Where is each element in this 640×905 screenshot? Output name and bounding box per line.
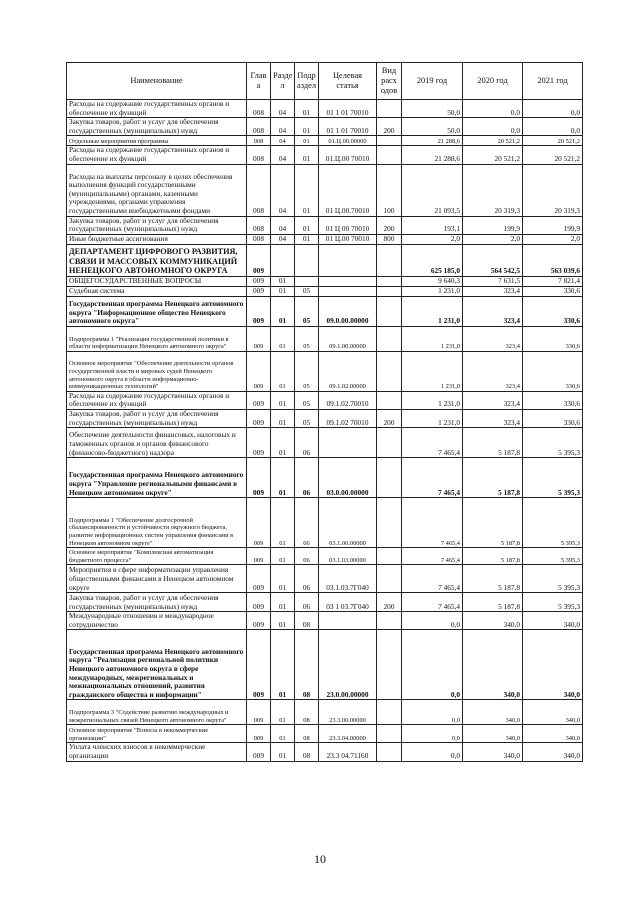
row-subsection: 05	[295, 351, 319, 391]
row-2020: 564 542,5	[463, 244, 523, 276]
row-expense-type: 200	[377, 593, 402, 612]
row-2020: 340,0	[463, 700, 523, 725]
row-target-article: 09.1.00.00000	[319, 326, 377, 351]
row-chapter: 009	[247, 630, 271, 700]
row-subsection: 08	[295, 700, 319, 725]
row-2021: 340,0	[523, 700, 583, 725]
table-row	[67, 725, 583, 743]
row-2021: 7 821,4	[523, 276, 583, 286]
row-2020: 199,9	[463, 216, 523, 234]
row-target-article: 01.Ц.00 70010	[319, 146, 377, 164]
row-chapter: 009	[247, 548, 271, 565]
row-expense-type	[377, 743, 402, 761]
table-row	[67, 409, 583, 427]
row-2021: 5 395,3	[523, 593, 583, 612]
row-section: 01	[271, 593, 295, 612]
row-name: Основное мероприятие "Комплексная автоматизация бюджетного процесса"	[67, 548, 247, 565]
row-target-article: 01 1 01 70010	[319, 100, 377, 118]
table-header	[67, 63, 583, 100]
table-row	[67, 244, 583, 276]
row-subsection: 08	[295, 725, 319, 743]
row-name: Государственная программа Ненецкого автономного округа "Реализация региональной политики Ненецкого автономного округа в сфере международных, межрегиональных и межнациональных отношений, развития гражданского общества и информации"	[67, 630, 247, 700]
row-2020: 5 187,8	[463, 565, 523, 593]
row-2021: 330,6	[523, 409, 583, 427]
row-subsection: 01	[295, 100, 319, 118]
row-target-article	[319, 428, 377, 458]
row-2021: 340,0	[523, 612, 583, 630]
row-expense-type	[377, 725, 402, 743]
row-section: 01	[271, 391, 295, 409]
row-expense-type	[377, 700, 402, 725]
row-expense-type	[377, 244, 402, 276]
table-row	[67, 612, 583, 630]
row-2021: 5 395,3	[523, 458, 583, 498]
row-expense-type	[377, 351, 402, 391]
row-chapter: 009	[247, 276, 271, 286]
row-2021: 2,0	[523, 234, 583, 244]
row-section: 01	[271, 276, 295, 286]
row-expense-type	[377, 391, 402, 409]
row-2019: 21 288,6	[402, 146, 463, 164]
row-2019: 7 465,4	[402, 593, 463, 612]
row-name: Государственная программа Ненецкого автономного округа "Управление региональными финансами в Ненецком автономном округе"	[67, 458, 247, 498]
row-2020: 5 187,8	[463, 548, 523, 565]
row-chapter: 009	[247, 296, 271, 326]
row-subsection: 05	[295, 326, 319, 351]
row-2021: 20 319,3	[523, 164, 583, 216]
row-2019: 0,0	[402, 725, 463, 743]
row-2019: 1 231,0	[402, 296, 463, 326]
row-section: 01	[271, 296, 295, 326]
row-chapter: 009	[247, 351, 271, 391]
row-target-article	[319, 612, 377, 630]
row-target-article: 03.1.03.00000	[319, 548, 377, 565]
header-target-article: Целевая статья	[319, 63, 377, 100]
row-2021: 330,6	[523, 326, 583, 351]
row-2020: 340,0	[463, 743, 523, 761]
row-name: Закупка товаров, работ и услуг для обеспечения государственных (муниципальных) нужд	[67, 593, 247, 612]
row-2019: 1 231,0	[402, 391, 463, 409]
row-chapter: 009	[247, 391, 271, 409]
row-2019: 0,0	[402, 700, 463, 725]
row-2021: 0,0	[523, 100, 583, 118]
row-section: 01	[271, 428, 295, 458]
table-row	[67, 428, 583, 458]
page-number: 10	[314, 852, 326, 866]
row-name: Подпрограмма 1 "Обеспечение долгосрочной сбалансированности и устойчивости окружного бюджета, развитие информационных систем управления финансами в Ненецком автономном округе"	[67, 498, 247, 548]
row-name: ДЕПАРТАМЕНТ ЦИФРОВОГО РАЗВИТИЯ, СВЯЗИ И МАССОВЫХ КОММУНИКАЦИЙ НЕНЕЦКОГО АВТОНОМНОГО ОКРУГА	[67, 244, 247, 276]
row-name: Расходы на содержание государственных органов и обеспечение их функций	[67, 100, 247, 118]
table-row	[67, 743, 583, 761]
row-expense-type	[377, 565, 402, 593]
row-section: 04	[271, 146, 295, 164]
row-subsection: 08	[295, 612, 319, 630]
row-target-article: 09.0.00.00000	[319, 296, 377, 326]
row-2020: 7 631,5	[463, 276, 523, 286]
row-target-article: 09.1.02.70010	[319, 391, 377, 409]
row-target-article: 03 1 03.7Г040	[319, 593, 377, 612]
row-2020: 323,4	[463, 286, 523, 296]
row-expense-type	[377, 286, 402, 296]
row-target-article: 01 Ц 00 70010	[319, 216, 377, 234]
row-target-article: 09.1.02.00000	[319, 351, 377, 391]
row-section: 01	[271, 409, 295, 427]
row-section: 01	[271, 700, 295, 725]
row-chapter: 008	[247, 146, 271, 164]
row-subsection	[295, 244, 319, 276]
row-chapter: 009	[247, 743, 271, 761]
row-subsection: 08	[295, 630, 319, 700]
row-expense-type: 100	[377, 164, 402, 216]
row-target-article: 03.0.00.00000	[319, 458, 377, 498]
row-2019: 21 093,5	[402, 164, 463, 216]
row-name: Мероприятия в сфере информатизации управления общественными финансами в Ненецком автономном округе	[67, 565, 247, 593]
row-expense-type	[377, 458, 402, 498]
row-section: 01	[271, 351, 295, 391]
row-2019: 0,0	[402, 630, 463, 700]
row-2021: 0,0	[523, 118, 583, 136]
row-2021: 563 039,6	[523, 244, 583, 276]
row-2020: 323,4	[463, 296, 523, 326]
row-subsection: 05	[295, 286, 319, 296]
row-chapter: 009	[247, 593, 271, 612]
row-chapter: 008	[247, 118, 271, 136]
row-section	[271, 244, 295, 276]
row-2021: 340,0	[523, 743, 583, 761]
row-name: Закупка товаров, работ и услуг для обеспечения государственных (муниципальных) нужд	[67, 118, 247, 136]
row-2020: 5 187,8	[463, 498, 523, 548]
row-2020: 5 187,8	[463, 593, 523, 612]
row-name: Судебная система	[67, 286, 247, 296]
row-section: 01	[271, 458, 295, 498]
table-row	[67, 216, 583, 234]
row-name: Закупка товаров, работ и услуг для обеспечения государственных (муниципальных) нужд	[67, 409, 247, 427]
table-row	[67, 296, 583, 326]
row-chapter: 009	[247, 286, 271, 296]
row-2021: 20 521,2	[523, 146, 583, 164]
row-2021: 330,6	[523, 351, 583, 391]
row-target-article: 01 1 01 70010	[319, 118, 377, 136]
row-2020: 340,0	[463, 630, 523, 700]
row-2021: 5 395,3	[523, 428, 583, 458]
header-expense-type: Вид расх одов	[377, 63, 402, 100]
row-2019: 1 231,0	[402, 409, 463, 427]
row-expense-type	[377, 612, 402, 630]
table-row	[67, 326, 583, 351]
row-subsection: 05	[295, 409, 319, 427]
row-section: 01	[271, 326, 295, 351]
row-subsection: 05	[295, 391, 319, 409]
row-2020: 323,4	[463, 351, 523, 391]
row-section: 04	[271, 164, 295, 216]
row-target-article: 23.3 04.71160	[319, 743, 377, 761]
row-section: 01	[271, 630, 295, 700]
row-2019: 193,1	[402, 216, 463, 234]
header-2021: 2021 год	[523, 63, 583, 100]
row-subsection: 06	[295, 565, 319, 593]
row-subsection: 01	[295, 164, 319, 216]
table-row	[67, 630, 583, 700]
row-chapter: 009	[247, 565, 271, 593]
table-row	[67, 498, 583, 548]
table-row	[67, 351, 583, 391]
row-section: 01	[271, 286, 295, 296]
row-2019: 21 288,6	[402, 136, 463, 146]
row-name: Основное мероприятие "Обеспечение деятельности органов государственной власти и мировых судей Ненецкого автономного округа в области информационно-коммуникационных технологий"	[67, 351, 247, 391]
row-subsection: 06	[295, 498, 319, 548]
row-name: Международные отношения и международное сотрудничество	[67, 612, 247, 630]
row-subsection: 01	[295, 234, 319, 244]
row-2020: 340,0	[463, 725, 523, 743]
row-name: Закупка товаров, работ и услуг для обеспечения государственных (муниципальных) нужд	[67, 216, 247, 234]
row-target-article	[319, 244, 377, 276]
row-subsection: 01	[295, 216, 319, 234]
row-2019: 7 465,4	[402, 498, 463, 548]
row-subsection: 06	[295, 548, 319, 565]
row-target-article: 01 Ц.00 70010	[319, 234, 377, 244]
row-name: Расходы на содержание государственных органов и обеспечение их функций	[67, 391, 247, 409]
row-2019: 2,0	[402, 234, 463, 244]
header-chapter: Глав а	[247, 63, 271, 100]
row-expense-type: 200	[377, 409, 402, 427]
row-2021: 330,6	[523, 391, 583, 409]
row-target-article: 01.Ц.00.00000	[319, 136, 377, 146]
row-name: Расходы на выплаты персоналу в целях обеспечения выполнения функций государственными (муниципальными) органами, казенными учреждениями, органами управления государственными внебюджетными фондами	[67, 164, 247, 216]
row-chapter: 008	[247, 164, 271, 216]
row-target-article: 01 Ц.00.70010	[319, 164, 377, 216]
header-name: Наименование	[67, 63, 247, 100]
row-2020: 0,0	[463, 100, 523, 118]
row-name: Подпрограмма 3 "Содействие развитию международных и межрегиональных связей Ненецкого автономного округа"	[67, 700, 247, 725]
table-row	[67, 593, 583, 612]
row-2019: 1 231,0	[402, 286, 463, 296]
row-name: Уплата членских взносов в некоммерческие организации	[67, 743, 247, 761]
row-2019: 1 231,0	[402, 351, 463, 391]
row-2020: 323,4	[463, 391, 523, 409]
row-subsection: 06	[295, 428, 319, 458]
row-chapter: 008	[247, 216, 271, 234]
row-chapter: 009	[247, 326, 271, 351]
row-target-article	[319, 286, 377, 296]
row-subsection: 01	[295, 136, 319, 146]
row-section: 04	[271, 216, 295, 234]
row-2021: 340,0	[523, 630, 583, 700]
row-section: 01	[271, 548, 295, 565]
row-2019: 0,0	[402, 743, 463, 761]
row-2020: 323,4	[463, 326, 523, 351]
row-chapter: 009	[247, 498, 271, 548]
row-expense-type	[377, 100, 402, 118]
row-2021: 5 395,3	[523, 498, 583, 548]
table-row	[67, 146, 583, 164]
row-expense-type	[377, 548, 402, 565]
row-expense-type	[377, 428, 402, 458]
row-expense-type	[377, 146, 402, 164]
table-row	[67, 565, 583, 593]
row-target-article: 23.0.00.00000	[319, 630, 377, 700]
row-target-article: 23.3.04.00000	[319, 725, 377, 743]
row-target-article: 23.3.00.00000	[319, 700, 377, 725]
row-subsection: 05	[295, 296, 319, 326]
row-subsection: 01	[295, 118, 319, 136]
row-section: 04	[271, 136, 295, 146]
row-2019: 7 465,4	[402, 548, 463, 565]
table-row	[67, 548, 583, 565]
row-name: Обеспечение деятельности финансовых, налоговых и таможенных органов и органов финансового (финансово-бюджетного) надзора	[67, 428, 247, 458]
row-expense-type	[377, 326, 402, 351]
table-row	[67, 700, 583, 725]
row-name: Подпрограмма 1 "Реализация государственной политики в области информатизации Ненецкого автономного округа"	[67, 326, 247, 351]
row-subsection: 01	[295, 146, 319, 164]
table-row	[67, 164, 583, 216]
row-chapter: 009	[247, 725, 271, 743]
header-section: Разде л	[271, 63, 295, 100]
row-2020: 5 187,8	[463, 428, 523, 458]
row-name: ОБЩЕГОСУДАРСТВЕННЫЕ ВОПРОСЫ	[67, 276, 247, 286]
row-2020: 5 187,8	[463, 458, 523, 498]
table-row	[67, 458, 583, 498]
row-expense-type: 200	[377, 118, 402, 136]
row-2021: 340,0	[523, 725, 583, 743]
table-row	[67, 100, 583, 118]
row-2019: 625 185,0	[402, 244, 463, 276]
row-section: 04	[271, 234, 295, 244]
row-subsection: 06	[295, 458, 319, 498]
row-chapter: 009	[247, 409, 271, 427]
row-chapter: 009	[247, 244, 271, 276]
row-section: 04	[271, 100, 295, 118]
row-chapter: 009	[247, 458, 271, 498]
row-expense-type: 200	[377, 216, 402, 234]
row-2020: 0,0	[463, 118, 523, 136]
row-2019: 7 465,4	[402, 565, 463, 593]
row-expense-type	[377, 296, 402, 326]
row-2019: 1 231,0	[402, 326, 463, 351]
row-2019: 50,0	[402, 118, 463, 136]
row-expense-type	[377, 498, 402, 548]
row-2019: 7 465,4	[402, 458, 463, 498]
row-2019: 7 465,4	[402, 428, 463, 458]
row-2021: 199,9	[523, 216, 583, 234]
row-2020: 20 521,2	[463, 146, 523, 164]
row-chapter: 009	[247, 612, 271, 630]
row-2021: 330,6	[523, 296, 583, 326]
row-section: 01	[271, 725, 295, 743]
row-name: Расходы на содержание государственных органов и обеспечение их функций	[67, 146, 247, 164]
row-target-article	[319, 276, 377, 286]
row-subsection: 08	[295, 743, 319, 761]
row-section: 01	[271, 743, 295, 761]
row-expense-type	[377, 630, 402, 700]
table-row	[67, 234, 583, 244]
budget-table	[66, 62, 583, 762]
row-section: 01	[271, 612, 295, 630]
row-name: Государственная программа Ненецкого автономного округа "Информационное общество Ненецкого автономного округа"	[67, 296, 247, 326]
row-target-article: 03.1.00.00000	[319, 498, 377, 548]
row-name: Отдельные мероприятия программы	[67, 136, 247, 146]
table-body	[67, 100, 583, 762]
row-expense-type	[377, 136, 402, 146]
row-2019: 50,0	[402, 100, 463, 118]
table-row	[67, 136, 583, 146]
row-2020: 20 521,2	[463, 136, 523, 146]
row-subsection	[295, 276, 319, 286]
row-target-article: 09.1.02 70010	[319, 409, 377, 427]
row-name: Иные бюджетные ассигнования	[67, 234, 247, 244]
row-chapter: 008	[247, 234, 271, 244]
row-expense-type	[377, 276, 402, 286]
row-chapter: 009	[247, 428, 271, 458]
row-2021: 330,6	[523, 286, 583, 296]
row-2020: 340,0	[463, 612, 523, 630]
table-row	[67, 118, 583, 136]
row-name: Основное мероприятие "Взносы в некоммерческие организации"	[67, 725, 247, 743]
header-subsection: Подр аздел	[295, 63, 319, 100]
row-section: 01	[271, 565, 295, 593]
row-2021: 5 395,3	[523, 565, 583, 593]
header-2020: 2020 год	[463, 63, 523, 100]
row-chapter: 008	[247, 136, 271, 146]
header-2019: 2019 год	[402, 63, 463, 100]
row-chapter: 009	[247, 700, 271, 725]
table-row	[67, 276, 583, 286]
table-row	[67, 286, 583, 296]
row-section: 04	[271, 118, 295, 136]
row-2020: 20 319,3	[463, 164, 523, 216]
table-row	[67, 391, 583, 409]
row-subsection: 06	[295, 593, 319, 612]
row-expense-type: 800	[377, 234, 402, 244]
row-target-article: 03.1.03.7Г040	[319, 565, 377, 593]
row-2020: 2,0	[463, 234, 523, 244]
row-2021: 20 521,2	[523, 136, 583, 146]
row-section: 01	[271, 498, 295, 548]
row-2021: 5 395,3	[523, 548, 583, 565]
row-2019: 0,0	[402, 612, 463, 630]
row-2019: 9 640,3	[402, 276, 463, 286]
row-2020: 323,4	[463, 409, 523, 427]
row-chapter: 008	[247, 100, 271, 118]
